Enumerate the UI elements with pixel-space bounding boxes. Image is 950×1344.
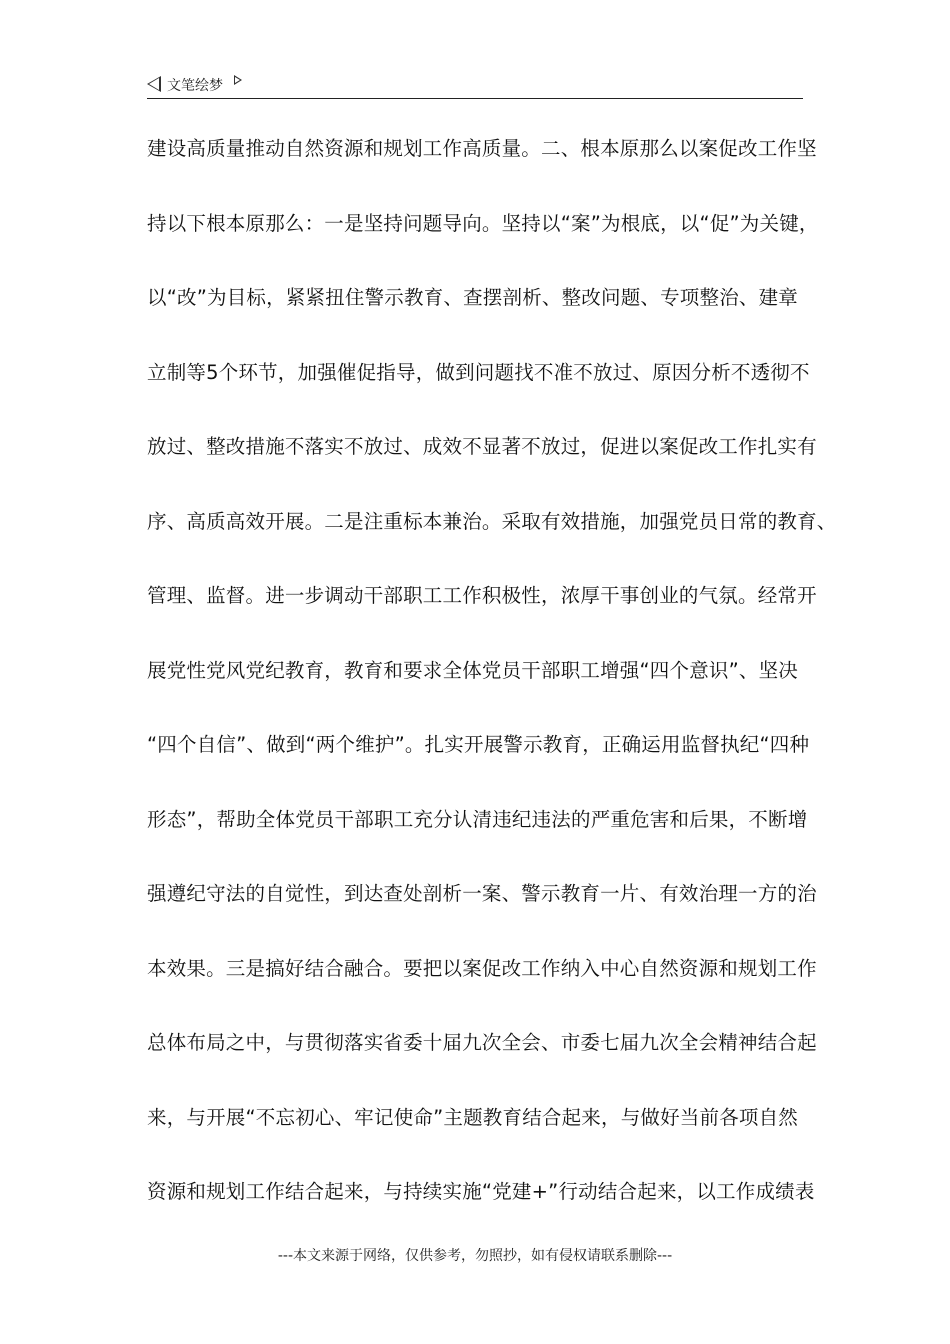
body-line: 序、高质高效开展。二是注重标本兼治。采取有效措施，加强党员日常的教育、 [147,509,837,533]
footer-disclaimer: ---本文来源于网络，仅供参考，勿照抄，如有侵权请联系删除--- [277,1248,673,1264]
body-line: 管理、监督。进一步调动干部职工工作积极性，浓厚干事创业的气氛。经常开 [147,584,817,607]
body-line: 立制等5个环节，加强催促指导，做到问题找不准不放过、原因分析不透彻不 [147,360,810,384]
body-line: 形态”，帮助全体党员干部职工充分认清违纪违法的严重危害和后果，不断增 [147,807,808,831]
body-line: 以“改”为目标，紧紧扭住警示教育、查摆剖析、整改问题、专项整治、建章 [147,286,799,309]
body-line: 展党性党风党纪教育，教育和要求全体党员干部职工增强“四个意识”、坚决 [147,658,799,682]
triangle-left-icon [147,76,161,92]
body-line: 来，与开展“不忘初心、牢记使命”主题教育结合起来，与做好当前各项自然 [147,1105,799,1129]
body-line: “四个自信”、做到“两个维护”。扎实开展警示教育，正确运用监督执纪“四种 [147,733,810,756]
document-body [147,131,837,1249]
body-line: 本效果。三是搞好结合融合。要把以案促改工作纳入中心自然资源和规划工作 [147,956,817,980]
body-line: 持以下根本原那么：一是坚持问题导向。坚持以“案”为根底，以“促”为关键， [147,211,819,235]
body-line: 放过、整改措施不落实不放过、成效不显著不放过，促进以案促改工作扎实有 [147,435,817,458]
body-line: 建设高质量推动自然资源和规划工作高质量。二、根本原那么以案促改工作坚 [147,137,817,160]
header-title: 文笔绘梦 [167,78,223,94]
body-line: 资源和规划工作结合起来，与持续实施“党建+”行动结合起来，以工作成绩表 [147,1180,815,1203]
body-line: 总体布局之中，与贯彻落实省委十届九次全会、市委七届九次全会精神结合起 [147,1031,817,1054]
page-header [147,72,803,99]
triangle-right-icon [234,75,242,85]
body-line: 强遵纪守法的自觉性，到达查处剖析一案、警示教育一片、有效治理一方的治 [147,882,817,905]
